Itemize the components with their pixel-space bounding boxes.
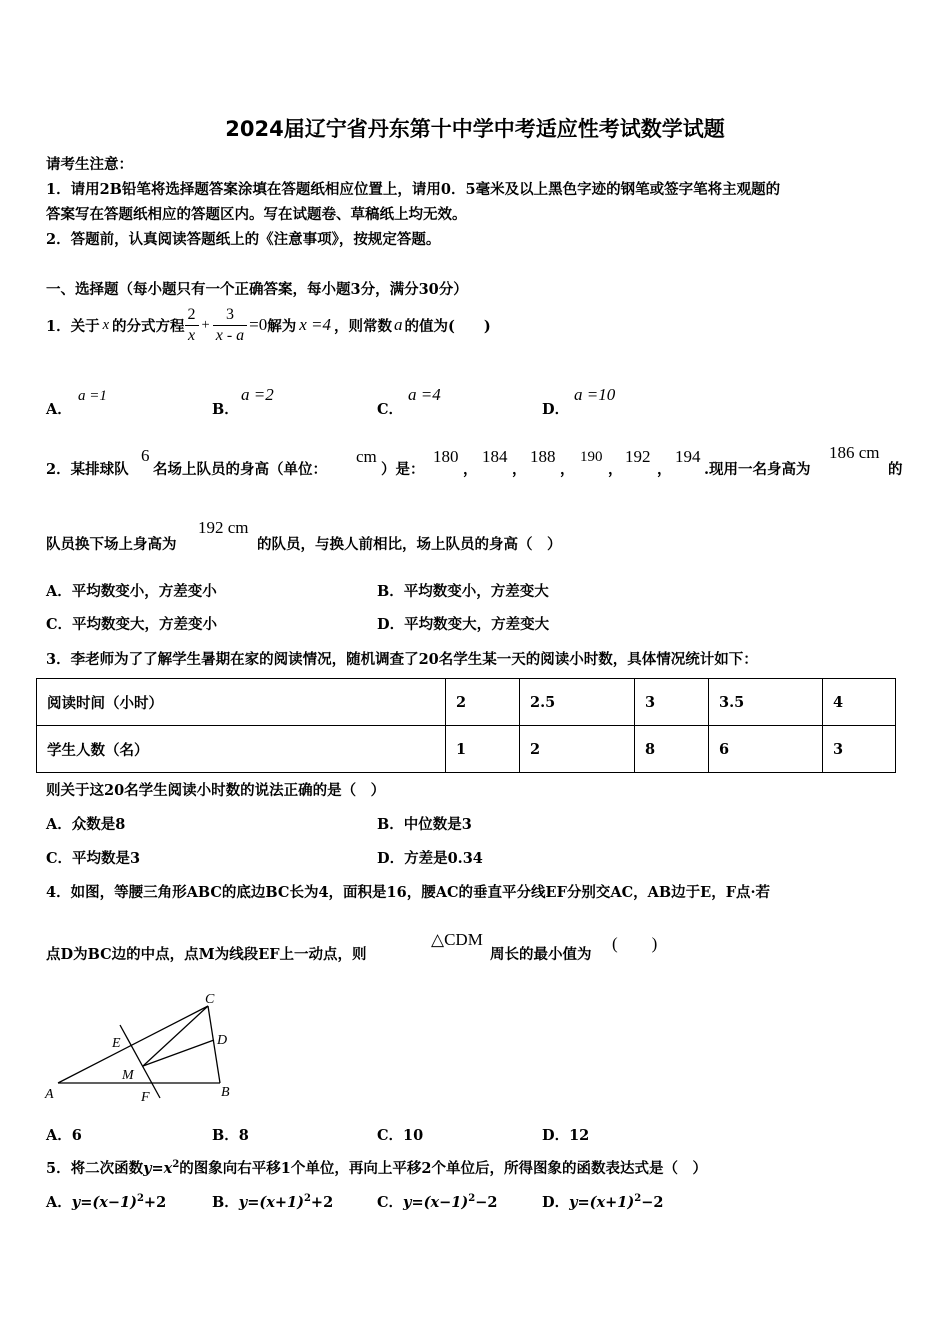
q5-option-c xyxy=(377,1191,497,1212)
table-cell: 8 xyxy=(635,726,709,773)
q5-stem-a: 5．将二次函数 xyxy=(46,1160,144,1177)
q5-stem-b: 的图象向右平移1个单位，再向上平移2个单位后，所得图象的函数表达式是（ ） xyxy=(179,1160,707,1177)
q2-option-d-label: D． xyxy=(377,616,405,633)
q2-part-3: ）是： xyxy=(381,461,425,478)
q2-height-out: 192 cm xyxy=(198,518,249,537)
q3-option-c-label: C． xyxy=(46,850,73,867)
q4-option-a-label: A． xyxy=(46,1127,72,1144)
q2-part-1: 2．某排球队 xyxy=(46,461,129,478)
q1-equals: =0 xyxy=(249,315,268,334)
table-cell: 6 xyxy=(709,726,823,773)
notice-heading: 请考生注意： xyxy=(46,156,133,173)
q4-option-d xyxy=(542,1124,589,1145)
q2-count: 6 xyxy=(141,446,150,465)
q4-line-2-a: 点D为BC边的中点，点M为线段EF上一动点，则 xyxy=(46,946,367,963)
q1-option-c-label: C． xyxy=(377,401,404,418)
q2-option-b xyxy=(377,580,549,601)
q4-option-c xyxy=(377,1124,423,1145)
q5-option-d-exp: 2 xyxy=(634,1193,642,1205)
q5-option-b-label: B． xyxy=(212,1194,239,1211)
label-f: F xyxy=(141,1090,150,1105)
q2-comma-4: ， xyxy=(608,461,623,478)
section-heading: 一、选择题（每小题只有一个正确答案，每小题3分，满分30分） xyxy=(46,281,468,298)
q5-option-d xyxy=(542,1191,663,1212)
q2-height-2: 184 xyxy=(482,447,508,466)
notice-line-2: 答案写在答题纸相应的答题区内。写在试题卷、草稿纸上均无效。 xyxy=(46,206,467,223)
q1-plus: + xyxy=(201,316,210,333)
q4-line-1: 4．如图，等腰三角形ABC的底边BC长为4，面积是16，腰AC的垂直平分线EF分别交AC，AB边于E，F点·若 xyxy=(46,884,771,901)
q1-mid: 的分式方程 xyxy=(112,317,185,335)
q4-option-d-label: D． xyxy=(542,1127,570,1144)
q2-comma-1: ， xyxy=(463,461,478,478)
page-title: 2024届辽宁省丹东第十中学中考适应性考试数学试题 xyxy=(225,117,725,141)
q2-height-4: 190 xyxy=(580,449,603,465)
q1-option-d-value: a =10 xyxy=(574,385,616,404)
q1-suffix: 的值为( ) xyxy=(404,317,491,335)
q3-option-c-text: 平均数是3 xyxy=(72,850,141,867)
table-cell: 2 xyxy=(446,679,520,726)
q2-comma-3: ， xyxy=(560,461,575,478)
table-cell: 3 xyxy=(635,679,709,726)
notice-line-1: 1．请用2B铅笔将选择题答案涂填在答题纸相应位置上，请用0．5毫米及以上黑色字迹的钢笔或签字笔将主观题的 xyxy=(46,181,781,198)
q2-option-d xyxy=(377,613,549,634)
table-cell: 3 xyxy=(823,726,896,773)
table-cell: 4 xyxy=(823,679,896,726)
table-row xyxy=(37,679,896,726)
q2-unit: cm xyxy=(356,447,377,466)
q2-option-b-label: B． xyxy=(377,583,404,600)
q2-height-1: 180 xyxy=(433,447,459,466)
q1-frac2-num: 3 xyxy=(213,305,247,326)
q3-option-a-text: 众数是8 xyxy=(71,816,126,833)
label-e: E xyxy=(112,1036,121,1051)
q1-option-b-value: a =2 xyxy=(241,385,274,404)
q5-option-b-exp: 2 xyxy=(303,1193,311,1205)
q4-option-a-text: 6 xyxy=(71,1127,82,1144)
table-row xyxy=(37,726,896,773)
q3-option-d xyxy=(377,847,483,868)
q3-stem: 3．李老师为了了解学生暑期在家的阅读情况，随机调查了20名学生某一天的阅读小时数，具体情况统计如下： xyxy=(46,651,758,668)
q1-option-d-label: D． xyxy=(542,401,570,418)
q5-exponent: 2 xyxy=(172,1159,180,1171)
q3-option-a xyxy=(46,813,125,834)
q2-option-c-text: 平均数变大，方差变小 xyxy=(72,616,218,633)
q1-solution: x =4 xyxy=(299,315,332,334)
label-m: M xyxy=(122,1068,134,1083)
q2-height-5: 192 xyxy=(625,447,651,466)
reading-stats-table xyxy=(36,678,896,773)
q5-option-a-exp: 2 xyxy=(136,1193,144,1205)
q2-option-a-text: 平均数变小，方差变小 xyxy=(71,583,217,600)
table-header-cell: 学生人数（名） xyxy=(37,726,446,773)
q2-option-d-text: 平均数变大，方差变大 xyxy=(404,616,550,633)
q5-option-b-expr: y=(x+1) xyxy=(238,1194,304,1211)
q2-option-a xyxy=(46,580,217,601)
q4-line-2-b: 周长的最小值为 xyxy=(490,946,592,963)
q5-option-a-tail: +2 xyxy=(143,1194,167,1211)
table-cell: 2 xyxy=(520,726,635,773)
q4-paren: ( ) xyxy=(612,934,658,953)
q3-option-c xyxy=(46,847,140,868)
q1-option-c-value: a =4 xyxy=(408,385,441,404)
label-c: C xyxy=(205,992,215,1007)
q3-question: 则关于这20名学生阅读小时数的说法正确的是（ ） xyxy=(46,782,386,799)
q5-option-a-expr: y=(x−1) xyxy=(71,1194,137,1211)
question-5 xyxy=(46,1157,707,1178)
q4-option-a xyxy=(46,1124,82,1145)
question-1 xyxy=(46,300,491,350)
q1-fraction-1 xyxy=(185,305,199,346)
table-header-cell: 阅读时间（小时） xyxy=(37,679,446,726)
q4-option-b-label: B． xyxy=(212,1127,239,1144)
q2-height-6: 194 xyxy=(675,447,701,466)
table-cell: 2.5 xyxy=(520,679,635,726)
q5-option-a xyxy=(46,1191,166,1212)
q1-mid3: ，则常数 xyxy=(334,317,393,335)
q5-option-b-tail: +2 xyxy=(310,1194,334,1211)
q3-option-b-label: B． xyxy=(377,816,404,833)
q2-part-5: 的 xyxy=(888,461,903,478)
q1-var-x: x xyxy=(102,316,110,333)
q5-option-d-tail: −2 xyxy=(641,1194,664,1211)
label-a: A xyxy=(45,1087,54,1102)
q2-height-3: 188 xyxy=(530,447,556,466)
q4-option-b-text: 8 xyxy=(238,1127,249,1144)
q1-frac1-num: 2 xyxy=(185,305,199,326)
q4-triangle: △CDM xyxy=(431,930,483,949)
q1-frac1-den: x xyxy=(187,326,196,344)
q1-fraction-2 xyxy=(213,305,247,346)
q5-option-c-expr: y=(x−1) xyxy=(403,1194,469,1211)
q4-option-b xyxy=(212,1124,249,1145)
label-d: D xyxy=(217,1033,228,1048)
q1-var-a: a xyxy=(394,315,403,334)
q3-option-d-text: 方差是0.34 xyxy=(404,850,483,867)
q2-part-4: .现用一名身高为 xyxy=(704,461,811,478)
q5-option-d-expr: y=(x+1) xyxy=(569,1194,635,1211)
q5-option-b xyxy=(212,1191,333,1212)
triangle-figure xyxy=(40,988,250,1106)
q2-line2-b: 的队员，与换人前相比，场上队员的身高（ ） xyxy=(257,536,562,553)
q4-option-d-text: 12 xyxy=(569,1127,590,1144)
q5-option-a-label: A． xyxy=(46,1194,72,1211)
q3-option-b-text: 中位数是3 xyxy=(403,816,472,833)
q3-option-d-label: D． xyxy=(377,850,405,867)
q5-option-c-exp: 2 xyxy=(468,1193,476,1205)
table-cell: 3.5 xyxy=(709,679,823,726)
q1-prefix: 1．关于 xyxy=(46,317,100,335)
label-b: B xyxy=(221,1085,230,1100)
q2-part-2: 名场上队员的身高（单位： xyxy=(153,461,327,478)
q5-option-c-tail: −2 xyxy=(475,1194,498,1211)
q4-option-c-label: C． xyxy=(377,1127,404,1144)
q3-option-a-label: A． xyxy=(46,816,72,833)
q5-option-d-label: D． xyxy=(542,1194,570,1211)
q2-option-b-text: 平均数变小，方差变大 xyxy=(403,583,549,600)
notice-line-3: 2．答题前，认真阅读答题纸上的《注意事项》，按规定答题。 xyxy=(46,231,441,248)
segment-mc xyxy=(143,1006,208,1066)
q1-option-a-value: a =1 xyxy=(78,388,107,404)
table-cell: 1 xyxy=(446,726,520,773)
segment-md xyxy=(143,1040,214,1066)
q2-option-c xyxy=(46,613,217,634)
q2-comma-5: ， xyxy=(657,461,672,478)
q4-option-c-text: 10 xyxy=(403,1127,424,1144)
q2-comma-2: ， xyxy=(512,461,527,478)
q5-option-c-label: C． xyxy=(377,1194,404,1211)
q1-mid2: 解为 xyxy=(267,317,297,335)
q5-function: y=x xyxy=(143,1160,173,1177)
q1-option-a-label: A． xyxy=(46,401,72,418)
q2-option-c-label: C． xyxy=(46,616,73,633)
q2-line2-a: 队员换下场上身高为 xyxy=(46,536,177,553)
q3-option-b xyxy=(377,813,472,834)
q1-frac2-den: x - a xyxy=(215,326,245,344)
q1-option-b-label: B． xyxy=(212,401,239,418)
q2-height-in: 186 cm xyxy=(829,443,880,462)
q2-option-a-label: A． xyxy=(46,583,72,600)
